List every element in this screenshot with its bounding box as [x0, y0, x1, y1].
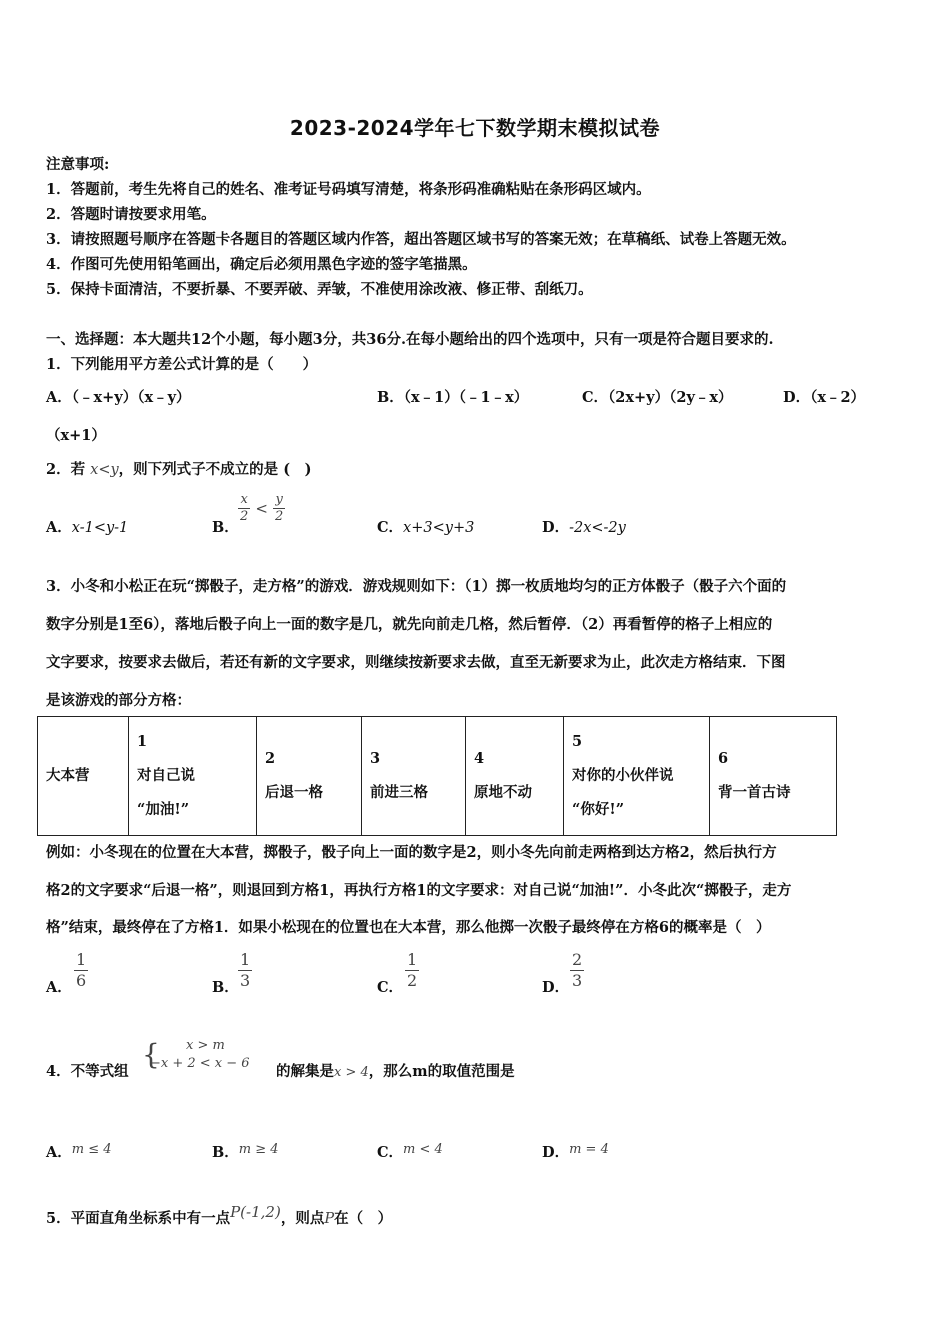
q3-example-line: 例如：小冬现在的位置在大本营，掷骰子，骰子向上一面的数字是2，则小冬先向前走两格到达方格2，然后执行方	[46, 844, 777, 861]
board-cell-2	[257, 717, 362, 836]
fraction-denominator: 2	[275, 509, 284, 524]
cell-text: “加油!”	[137, 801, 190, 818]
cell-text: 对你的小伙伴说	[572, 767, 674, 784]
cell-number: 1	[137, 733, 148, 750]
fraction-denominator: 3	[572, 971, 583, 990]
q4-system-line1: x > m	[186, 1038, 225, 1053]
q3-stem-line: 是该游戏的部分方格：	[46, 692, 191, 709]
notice-item: 3．请按照题号顺序在答题卡各题目的答题区域内作答，超出答题区域书写的答案无效；在草稿纸、试卷上答题无效。	[46, 231, 796, 248]
q4-option-b-math: m ≥ 4	[238, 1142, 279, 1157]
q1-stem: 1．下列能用平方差公式计算的是（ ）	[46, 356, 318, 373]
fraction-numerator: x	[238, 492, 250, 509]
q4-option-c-math: m < 4	[403, 1142, 443, 1157]
page-title: 2023-2024学年七下数学期末模拟试卷	[289, 116, 661, 140]
q2-option-a-math: x-1<y-1	[71, 520, 129, 536]
board-cell-4	[466, 717, 564, 836]
cell-number: 6	[718, 750, 729, 767]
game-board-table	[37, 716, 837, 836]
board-cell-1	[129, 717, 257, 836]
fraction-numerator: 1	[76, 950, 87, 969]
cell-number: 4	[474, 750, 485, 767]
board-cell-base	[38, 717, 129, 836]
q3-option-b-label: B．	[212, 979, 239, 996]
brace-icon: {	[142, 1038, 160, 1071]
option-label: D．	[542, 1144, 570, 1161]
q4-pre: 4．不等式组	[46, 1063, 129, 1080]
q4-option-d	[542, 1141, 609, 1162]
option-label: C．	[377, 1144, 404, 1161]
option-label: A．	[46, 519, 72, 536]
cell-number: 5	[572, 733, 583, 750]
q5-post: 在（ ）	[334, 1210, 393, 1227]
board-cell-3	[362, 717, 466, 836]
q3-example-line: 格”结束，最终停在了方格1．如果小松现在的位置也在大本营，那么他掷一次骰子最终停在方格6的概率是（ ）	[46, 919, 771, 936]
q3-option-b-fraction	[238, 950, 252, 991]
fraction	[273, 492, 285, 525]
option-label: D．	[542, 519, 570, 536]
cell-text: 大本营	[46, 767, 90, 784]
q4-system-line2: −x + 2 < x − 6	[150, 1056, 250, 1071]
q5-p: P	[324, 1211, 335, 1227]
q4-option-a	[46, 1141, 112, 1162]
less-than: <	[255, 499, 268, 518]
q2-option-c-math: x+3<y+3	[403, 520, 475, 536]
q3-option-c-label: C．	[377, 979, 404, 996]
notice-item: 1．答题前，考生先将自己的姓名、准考证号码填写清楚，将条形码准确粘贴在条形码区域内。	[46, 181, 651, 198]
notice-item: 5．保持卡面清洁，不要折暴、不要弄破、弄皱，不准使用涂改液、修正带、刮纸刀。	[46, 281, 593, 298]
q2-stem-math: x<y	[90, 462, 119, 478]
cell-text: 前进三格	[370, 784, 428, 801]
q3-stem-line: 数字分别是1至6），落地后骰子向上一面的数字是几，就先向前走几格，然后暂停．（2）再看暂停的格子上相应的	[46, 616, 773, 633]
notice-item: 2．答题时请按要求用笔。	[46, 206, 216, 223]
q4-mid: 的解集是	[276, 1063, 334, 1080]
q4-post: ，那么m的取值范围是	[368, 1063, 515, 1080]
q3-stem-line: 文字要求，按要求去做后，若还有新的文字要求，则继续按新要求去做，直至无新要求为止，此次走方格结束．下图	[46, 654, 786, 671]
q4-option-a-math: m ≤ 4	[71, 1142, 112, 1157]
fraction-denominator: 2	[407, 971, 418, 990]
fraction-denominator: 3	[240, 971, 251, 990]
q1-option-d-cont: （x+1）	[46, 427, 106, 444]
q5-point: P(-1,2)	[230, 1203, 281, 1221]
q5-stem	[46, 1203, 392, 1228]
q2-stem-pre: 2．若	[46, 461, 91, 478]
q2-option-c	[377, 516, 474, 537]
fraction-numerator: 1	[240, 950, 251, 969]
q2-stem-post: ，则下列式子不成立的是 ( )	[118, 461, 312, 478]
q2-option-d	[542, 516, 626, 537]
cell-number: 3	[370, 750, 381, 767]
option-label: C．	[377, 519, 404, 536]
q2-option-d-math: -2x<-2y	[569, 520, 626, 536]
q5-pre: 5．平面直角坐标系中有一点	[46, 1210, 231, 1227]
q4-option-b	[212, 1141, 279, 1162]
q3-option-d-label: D．	[542, 979, 570, 996]
q5-mid: ，则点	[280, 1210, 325, 1227]
q3-option-d-fraction	[570, 950, 584, 991]
notice-heading: 注意事项:	[46, 156, 110, 173]
cell-text: 背一首古诗	[718, 784, 791, 801]
q1-option-d: D．（x﹣2）	[783, 389, 866, 406]
q3-option-c-fraction	[405, 950, 419, 991]
fraction-numerator: 2	[572, 950, 583, 969]
q2-option-b-math	[238, 492, 285, 525]
fraction	[238, 492, 250, 525]
q3-option-a-label: A．	[46, 979, 72, 996]
q3-option-a-fraction	[74, 950, 88, 991]
cell-number: 2	[265, 750, 276, 767]
q4-solution: x > 4	[334, 1065, 369, 1080]
q1-option-b: B．（x﹣1）（﹣1﹣x）	[377, 389, 529, 406]
fraction-numerator: y	[273, 492, 285, 509]
board-cell-6	[710, 717, 837, 836]
q1-option-c: C．（2x+y）（2y﹣x）	[582, 389, 733, 406]
cell-text: 对自己说	[137, 767, 195, 784]
q2-option-a	[46, 516, 128, 537]
cell-text: 原地不动	[474, 784, 532, 801]
q3-example-line: 格2的文字要求“后退一格”，则退回到方格1，再执行方格1的文字要求：对自己说“加油!”．小冬此次“掷骰子，走方	[46, 882, 792, 899]
cell-text: “你好!”	[572, 801, 625, 818]
q4-option-d-math: m = 4	[569, 1142, 609, 1157]
q2-stem	[46, 458, 311, 479]
fraction-denominator: 2	[240, 509, 249, 524]
q1-option-a: A．（﹣x+y）（x﹣y）	[46, 389, 191, 406]
option-label: B．	[212, 1144, 239, 1161]
notice-item: 4．作图可先使用铅笔画出，确定后必须用黑色字迹的签字笔描黑。	[46, 256, 477, 273]
q3-stem-line: 3．小冬和小松正在玩“掷骰子，走方格”的游戏．游戏规则如下：（1）掷一枚质地均匀的正方体骰子（骰子六个面的	[46, 578, 787, 595]
section-heading: 一、选择题：本大题共12个小题，每小题3分，共36分.在每小题给出的四个选项中，只有一项是符合题目要求的.	[46, 331, 774, 348]
q4-stem	[276, 1060, 515, 1081]
board-cell-5	[564, 717, 710, 836]
fraction-numerator: 1	[407, 950, 418, 969]
option-label: A．	[46, 1144, 72, 1161]
q4-option-c	[377, 1141, 443, 1162]
q2-option-b-label: B．	[212, 519, 239, 536]
fraction-denominator: 6	[76, 971, 87, 990]
cell-text: 后退一格	[265, 784, 323, 801]
